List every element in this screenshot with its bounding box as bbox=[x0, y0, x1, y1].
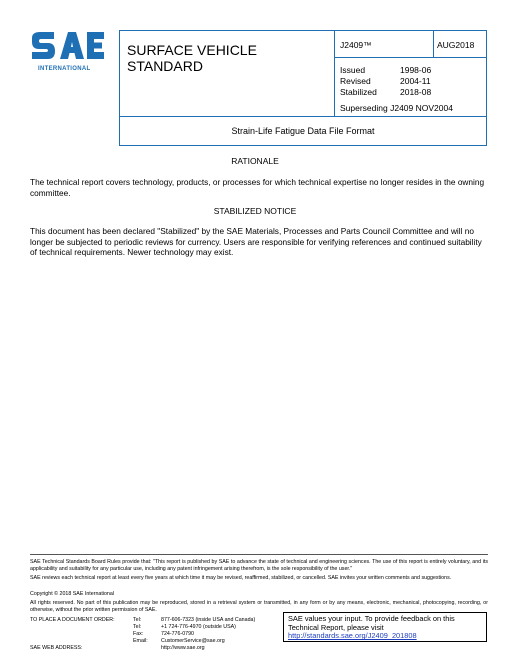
rationale-heading: RATIONALE bbox=[231, 156, 279, 166]
document-date: AUG2018 bbox=[437, 40, 475, 50]
footer-rule bbox=[30, 554, 488, 555]
feedback-link[interactable]: http://standards.sae.org/J2409_201808 bbox=[288, 631, 417, 641]
rationale-text: The technical report covers technology, products, or processes for which technical expertise no longer resides in the owning committee. bbox=[30, 177, 485, 198]
document-number: J2409™ bbox=[340, 40, 372, 50]
divider bbox=[334, 30, 335, 117]
document-subtitle: Strain-Life Fatigue Data File Format bbox=[231, 126, 375, 136]
divider bbox=[433, 30, 434, 58]
footer-rights-text: All rights reserved. No part of this publication may be reproduced, stored in a retrieval system or transmitted, in any form or by any means, electronic, mechanical, photocopying, recording, or otherwise, without the prior written permission of SAE. bbox=[30, 600, 488, 613]
feedback-text: SAE values your input. To provide feedback on this Technical Report, please visit bbox=[288, 614, 455, 632]
divider bbox=[334, 57, 487, 58]
stabilized-text: This document has been declared "Stabilized" by the SAE Materials, Processes and Parts Council Committee and will no longer be subjected to periodic reviews for currency. Users are responsible for verifying references and continued suitability of technical requirements. Newer technology may exist. bbox=[30, 226, 482, 257]
superseding-note: Superseding J2409 NOV2004 bbox=[340, 103, 453, 113]
document-type-title: SURFACE VEHICLE STANDARD bbox=[127, 42, 257, 74]
footer-copyright: Copyright © 2018 SAE International bbox=[30, 591, 114, 597]
footer-review-text: SAE reviews each technical report at least every five years at which time it may be revised, reaffirmed, stabilized, or cancelled. SAE invites your written comments and suggestions. bbox=[30, 575, 452, 581]
feedback-box bbox=[283, 612, 487, 642]
stabilized-heading: STABILIZED NOTICE bbox=[213, 206, 297, 216]
footer-rules-text: SAE Technical Standards Board Rules provide that: "This report is published by SAE to advance the state of technical and engineering sciences. The use of this report is entirely voluntary, and its applicability and suitability for any particular use, including any patent infringement arising therefrom, is the sole responsibility of the user." bbox=[30, 559, 488, 572]
sae-logo-subtext: INTERNATIONAL bbox=[38, 66, 91, 72]
document-history: Issued 1998-06 Revised 2004-11 Stabilized 2018-08 bbox=[340, 65, 432, 97]
